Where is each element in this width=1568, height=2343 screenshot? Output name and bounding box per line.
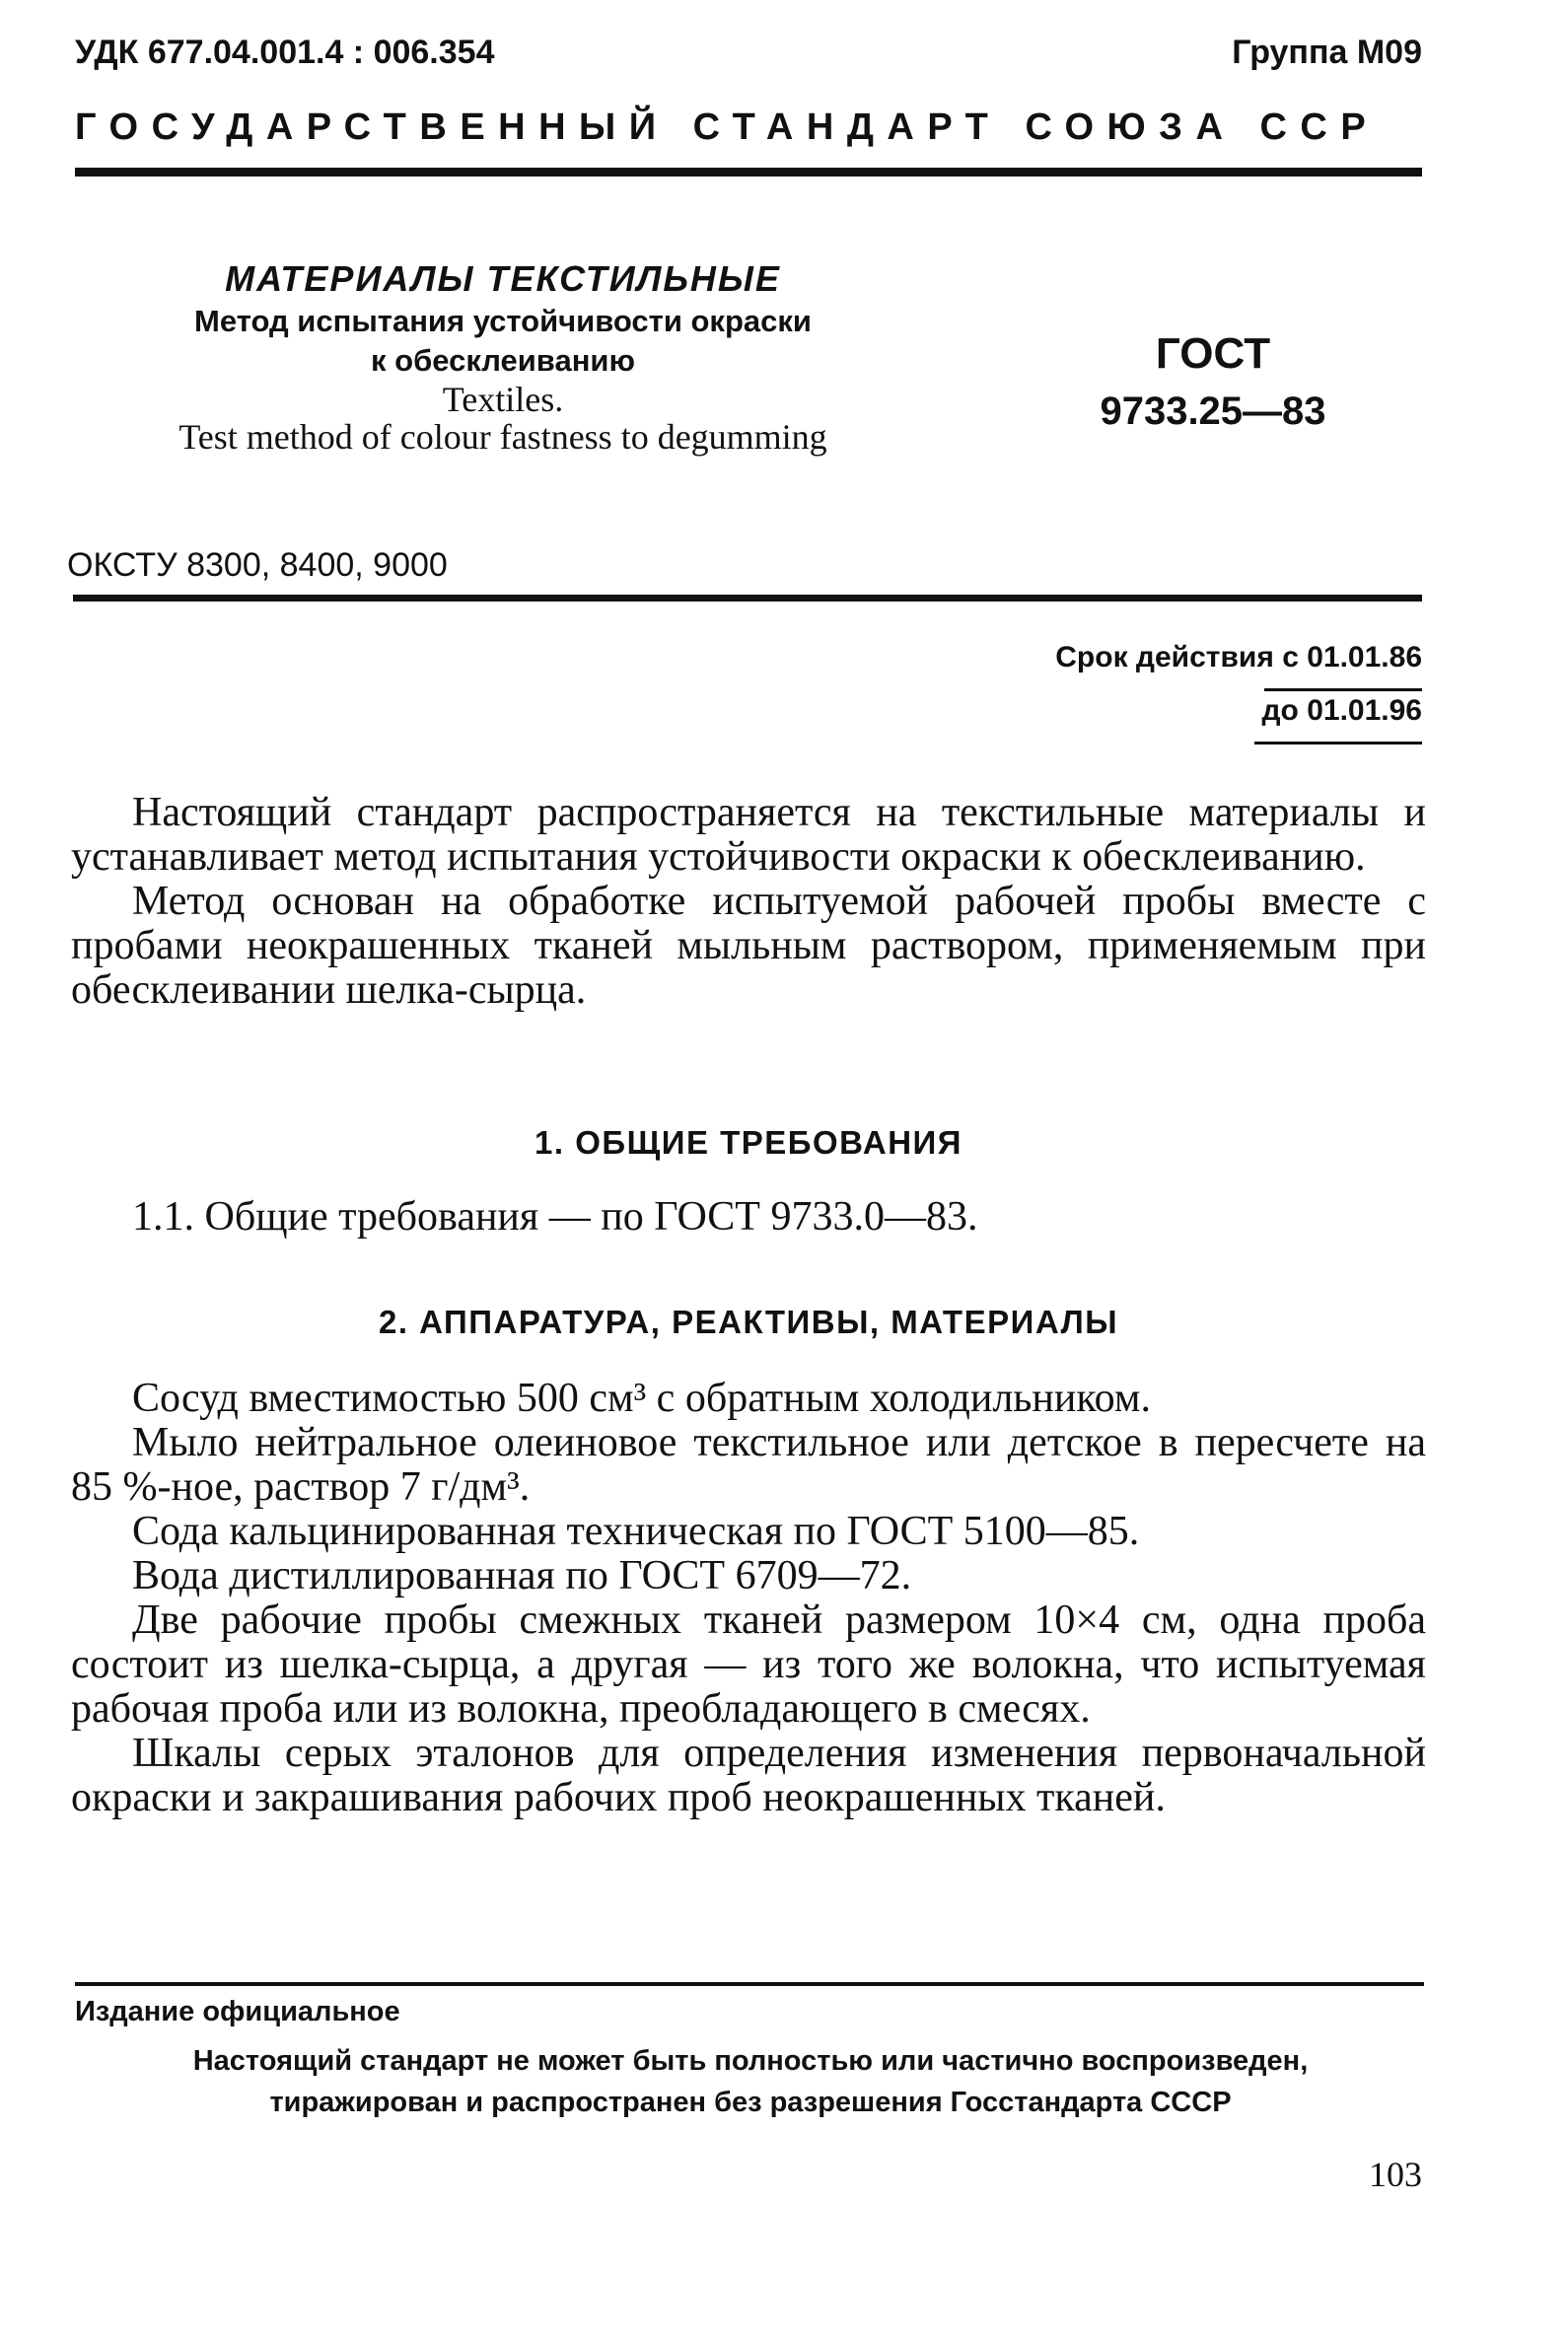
section-2-item-5: Две рабочие пробы смежных тканей размером 10×4 см, одна проба состоит из шелка-сырца, а другая — из того же волокна, что испытуемая рабочая проба или из волокна, преобладающего в смесях. bbox=[71, 1598, 1426, 1732]
copyright-notice-1: Настоящий стандарт не может быть полностью или частично воспроизведен, bbox=[192, 2045, 1309, 2077]
udk-code: УДК 677.04.001.4 : 006.354 bbox=[75, 34, 495, 71]
group-code: Группа М09 bbox=[1232, 34, 1422, 71]
footer-rule bbox=[75, 1982, 1424, 1986]
section-2-item-6: Шкалы серых эталонов для определения изменения первоначальной окраски и закрашивания рабочих проб неокрашенных тканей. bbox=[71, 1731, 1426, 1820]
gost-number: 9733.25—83 bbox=[1100, 390, 1326, 433]
intro-paragraph-2: Метод основан на обработке испытуемой рабочей пробы вместе с пробами неокрашенных тканей мыльным раствором, применяемым при обесклеивании шелка-сырца. bbox=[71, 879, 1426, 1013]
validity-to: до 01.01.96 bbox=[1261, 694, 1422, 727]
title-english-1: Textiles. bbox=[442, 380, 564, 419]
section-1-title: 1. ОБЩИЕ ТРЕБОВАНИЯ bbox=[535, 1124, 962, 1161]
validity-from: Срок действия с 01.01.86 bbox=[1055, 641, 1422, 674]
gost-label: ГОСТ bbox=[1155, 329, 1271, 378]
section-1-body bbox=[71, 1195, 1426, 1240]
section-2-item-1: Сосуд вместимостью 500 см³ с обратным холодильником. bbox=[132, 1376, 1151, 1421]
section-2-body bbox=[71, 1377, 1426, 1820]
title-subtitle-1: Метод испытания устойчивости окраски bbox=[194, 304, 812, 338]
gost-block bbox=[1065, 325, 1361, 440]
title-english-2: Test method of colour fastness to degumming bbox=[178, 417, 827, 457]
section-1-item-1: 1.1. Общие требования — по ГОСТ 9733.0—83. bbox=[132, 1194, 978, 1240]
section-2-item-4: Вода дистиллированная по ГОСТ 6709—72. bbox=[132, 1553, 912, 1598]
page-number: 103 bbox=[1369, 2155, 1422, 2194]
intro-paragraph-1: Настоящий стандарт распространяется на текстильные материалы и устанавливает метод испытания устойчивости окраски к обесклеиванию. bbox=[71, 790, 1426, 880]
section-2-item-2: Мыло нейтральное олеиновое текстильное или детское в пересчете на 85 %-ное, раствор 7 г/дм³. bbox=[71, 1420, 1426, 1510]
title-main: МАТЕРИАЛЫ ТЕКСТИЛЬНЫЕ bbox=[225, 258, 781, 299]
validity-rule-2 bbox=[1254, 742, 1422, 745]
section-2-title: 2. АППАРАТУРА, РЕАКТИВЫ, МАТЕРИАЛЫ bbox=[378, 1304, 1119, 1340]
oksty-codes: ОКСТУ 8300, 8400, 9000 bbox=[67, 546, 448, 584]
title-block bbox=[118, 256, 888, 456]
banner-rule bbox=[75, 168, 1422, 177]
oksty-rule bbox=[73, 595, 1422, 602]
edition-label: Издание официальное bbox=[75, 1996, 400, 2027]
section-2-item-3: Сода кальцинированная техническая по ГОСТ 5100—85. bbox=[132, 1509, 1140, 1554]
copyright-notice-2: тиражирован и распространен без разрешения Госстандарта СССР bbox=[269, 2087, 1232, 2118]
title-subtitle-2: к обесклеиванию bbox=[371, 343, 635, 378]
standard-banner: ГОСУДАРСТВЕННЫЙ СТАНДАРТ СОЮЗА ССР bbox=[75, 106, 1380, 148]
validity-rule-1 bbox=[1264, 688, 1422, 691]
intro-text bbox=[71, 791, 1426, 1013]
